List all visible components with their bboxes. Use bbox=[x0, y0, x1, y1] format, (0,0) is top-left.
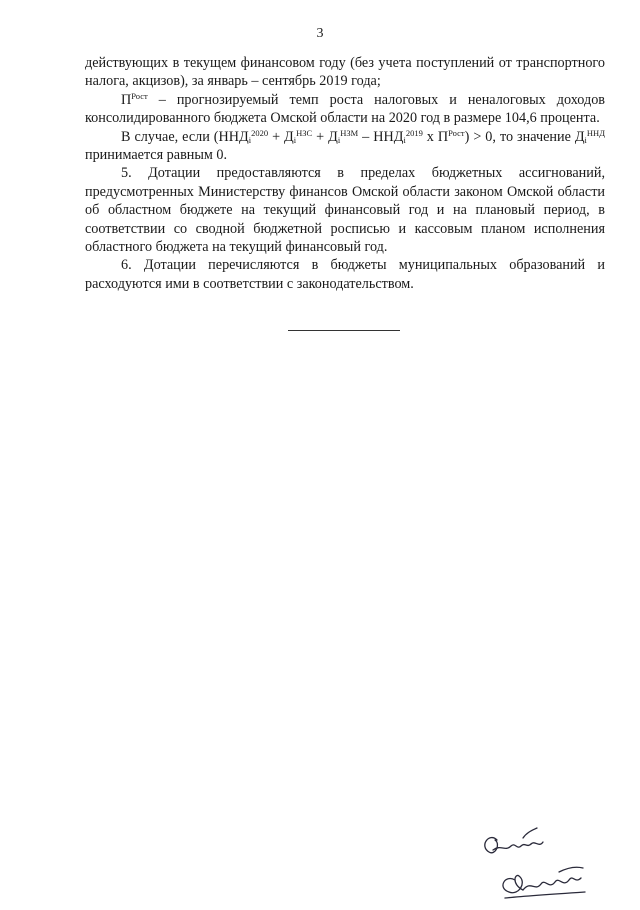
condition-text-1: В случае, если (ННД bbox=[121, 128, 249, 145]
condition-sub-6: i bbox=[584, 134, 587, 145]
signatures bbox=[475, 818, 640, 905]
condition-sup-5: Рост bbox=[448, 127, 465, 138]
paragraph-growth-rate bbox=[85, 91, 605, 128]
condition-sub-3: i bbox=[337, 134, 341, 145]
separator-line bbox=[288, 330, 400, 331]
paragraph-5: 5. Дотации предоставляются в пределах бюджетных ассигнований, предусмотренных Министерству финансов Омской области законом Омской области об областном бюджете на текущий финансовый год и на плановый период, в соответствии со сводной бюджетной росписью и кассовым планом исполнения областного бюджета на текущий финансовый год. bbox=[85, 165, 605, 256]
signature-1-icon bbox=[485, 828, 543, 853]
growth-rate-text: – прогнозируемый темп роста налоговых и неналоговых доходов консолидированного бюджета Омской области на 2020 год в размере 104,6 процента. bbox=[85, 91, 605, 127]
paragraph-6: 6. Дотации перечисляются в бюджеты муниципальных образований и расходуются ими в соответствии с законодательством. bbox=[85, 257, 605, 292]
condition-sub-1: i bbox=[248, 134, 252, 145]
page-number: 3 bbox=[316, 26, 324, 41]
condition-sub-4: i bbox=[403, 134, 406, 145]
paragraph-condition bbox=[85, 128, 605, 165]
paragraph-continuation: действующих в текущем финансовом году (без учета поступлений от транспортного налога, акцизов), за январь – сентябрь 2019 года; bbox=[85, 55, 605, 90]
condition-text-5: х П bbox=[422, 128, 449, 145]
condition-text-2: + Д bbox=[268, 128, 294, 145]
condition-text-4: – ННД bbox=[358, 128, 404, 145]
growth-symbol: П bbox=[121, 91, 132, 108]
condition-sup-2: НЗС bbox=[296, 127, 313, 138]
condition-sub-2: i bbox=[293, 134, 297, 145]
signature-2-icon bbox=[503, 867, 585, 898]
condition-sup-6: ННД bbox=[586, 127, 605, 138]
condition-text-3: + Д bbox=[312, 128, 338, 145]
condition-text-6: ) > 0, то значение Д bbox=[464, 128, 585, 145]
document-body bbox=[85, 54, 605, 293]
condition-sup-3: НЗМ bbox=[340, 127, 359, 138]
condition-text-7: принимается равным 0. bbox=[85, 147, 228, 164]
growth-symbol-sup: Рост bbox=[131, 90, 148, 101]
condition-sup-1: 2020 bbox=[251, 127, 269, 138]
condition-sup-4: 2019 bbox=[405, 127, 423, 138]
